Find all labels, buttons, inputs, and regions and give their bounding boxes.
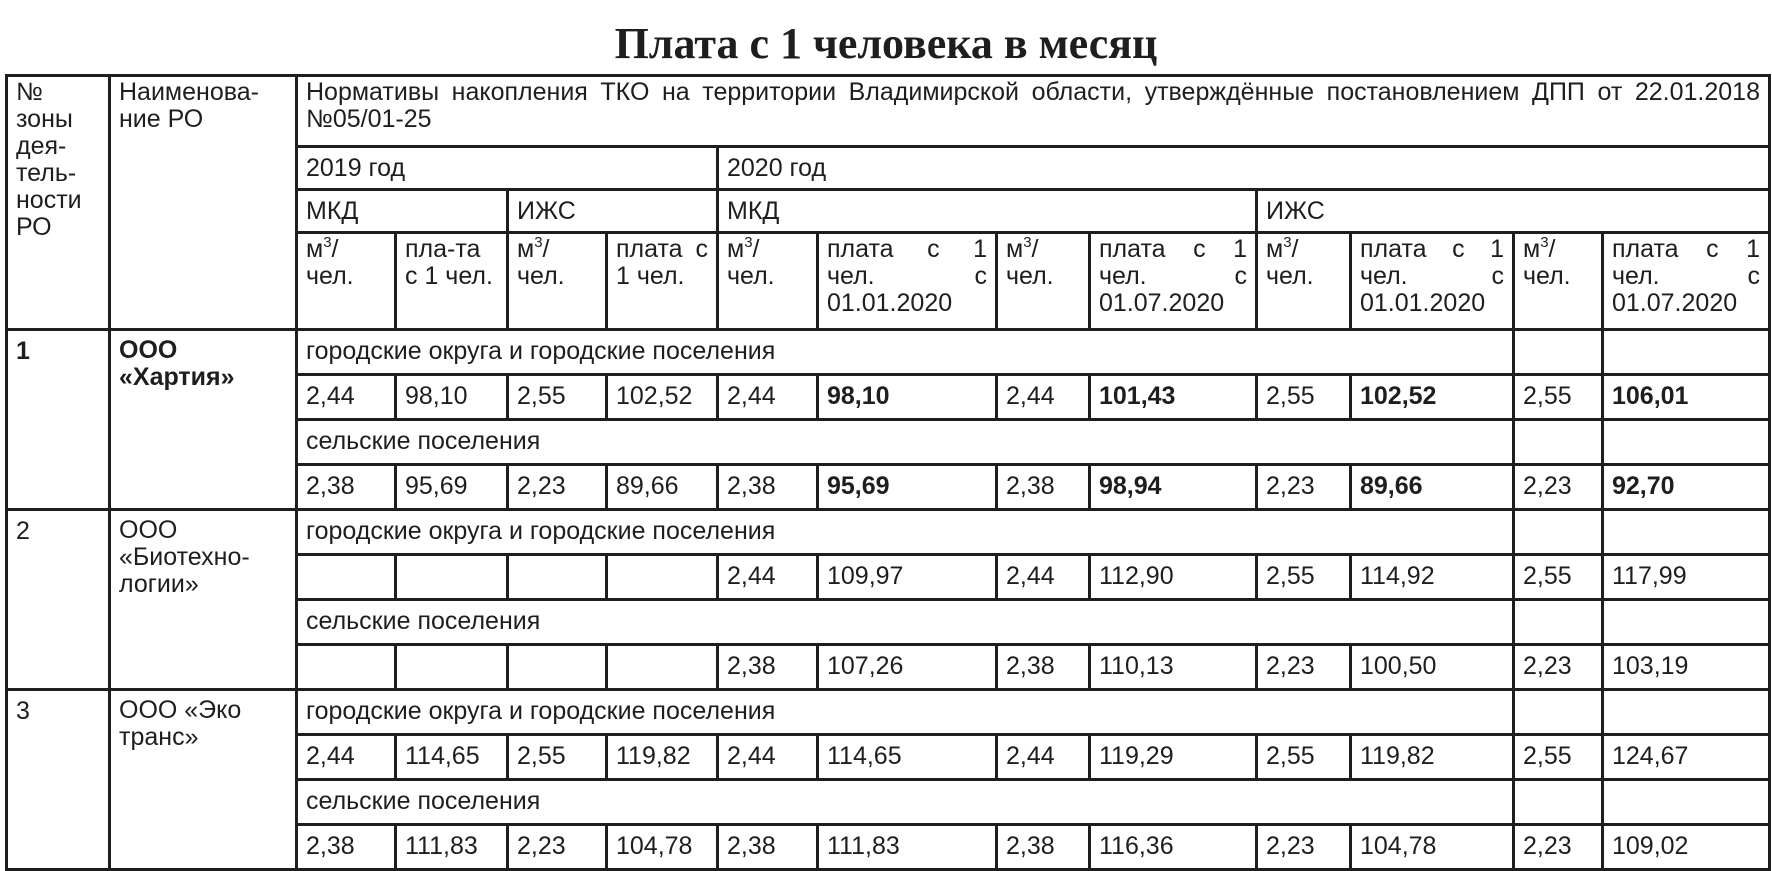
value-cell: 2,44 [718,555,818,600]
m3-header: $м^3/$ чел. [1257,233,1351,330]
settlement-type-label: городские округа и городские поселения [297,510,1514,555]
m3-header: $м^3/$ чел. [997,233,1090,330]
value-cell: 101,43 [1090,375,1257,420]
value-cell: 2,55 [1257,735,1351,780]
value-cell: 2,44 [718,735,818,780]
value-cell: 98,10 [818,375,997,420]
tariff-table [5,74,1771,871]
empty-cell [1514,510,1603,555]
empty-cell [1603,330,1770,375]
settlement-type-label: сельские поселения [297,780,1514,825]
value-cell: 117,99 [1603,555,1770,600]
value-cell: 2,55 [1257,375,1351,420]
settlement-type-label: городские округа и городские поселения [297,690,1514,735]
zone-number: 3 [7,690,110,870]
operator-name: ООО «Биотехно-логии» [110,510,297,690]
pay-header: плата с 1 чел. с 01.01.2020 [818,233,997,330]
m3-header: $м^3/$ чел. [1514,233,1603,330]
year-2020-header: 2020 год [718,147,1770,190]
value-cell: 2,38 [297,825,396,870]
value-cell: 2,23 [508,825,607,870]
value-cell: 119,82 [1351,735,1514,780]
value-cell: 98,10 [396,375,508,420]
zone-number: 1 [7,330,110,510]
value-cell: 2,55 [1514,375,1603,420]
value-cell [607,555,718,600]
page-title: Плата с 1 человека в месяц [614,19,1158,68]
value-cell: 2,38 [997,825,1090,870]
value-cell: 100,50 [1351,645,1514,690]
value-cell: 119,82 [607,735,718,780]
mkd-2020-header: МКД [718,190,1257,233]
empty-cell [1514,690,1603,735]
value-cell: 106,01 [1603,375,1770,420]
value-cell: 95,69 [396,465,508,510]
value-cell: 2,55 [1514,735,1603,780]
value-cell: 114,92 [1351,555,1514,600]
empty-cell [1514,330,1603,375]
zone-header: № зоны дея-тель-ности РО [7,76,110,330]
value-cell: 2,23 [1514,645,1603,690]
empty-cell [1603,780,1770,825]
value-cell: 2,23 [508,465,607,510]
value-cell: 2,44 [997,375,1090,420]
value-cell: 2,44 [297,735,396,780]
empty-cell [1603,600,1770,645]
header-row-1 [7,76,1770,147]
izhs-2019-header: ИЖС [508,190,718,233]
value-cell: 98,94 [1090,465,1257,510]
value-cell: 95,69 [818,465,997,510]
value-cell: 2,38 [297,465,396,510]
value-cell: 2,38 [718,465,818,510]
value-cell: 2,23 [1257,825,1351,870]
value-cell: 111,83 [818,825,997,870]
value-cell: 2,23 [1257,645,1351,690]
empty-cell [1603,420,1770,465]
value-cell [508,555,607,600]
value-cell: 114,65 [818,735,997,780]
operator-row [7,330,1770,375]
empty-cell [1514,780,1603,825]
value-cell: 89,66 [607,465,718,510]
value-cell: 2,23 [1257,465,1351,510]
value-cell: 2,55 [1257,555,1351,600]
value-cell: 2,44 [997,735,1090,780]
value-cell: 2,44 [997,555,1090,600]
empty-cell [1603,690,1770,735]
value-cell: 104,78 [1351,825,1514,870]
m3-header: $м^3/$ чел. [718,233,818,330]
zone-number: 2 [7,510,110,690]
value-cell: 103,19 [1603,645,1770,690]
value-cell: 2,44 [718,375,818,420]
operator-row [7,510,1770,555]
value-cell [396,555,508,600]
empty-cell [1514,420,1603,465]
value-cell: 102,52 [1351,375,1514,420]
m3-header: $м^3/$ чел. [508,233,607,330]
value-cell: 2,23 [1514,825,1603,870]
value-cell [508,645,607,690]
value-cell: 2,38 [997,465,1090,510]
value-cell: 111,83 [396,825,508,870]
mkd-2019-header: МКД [297,190,508,233]
izhs-2020-header: ИЖС [1257,190,1770,233]
value-cell: 119,29 [1090,735,1257,780]
m3-header: $м^3/$ чел. [297,233,396,330]
operator-name: ООО «Эко транс» [110,690,297,870]
value-cell: 2,38 [718,645,818,690]
ro-name-header: Наименова-ние РО [110,76,297,330]
value-cell: 114,65 [396,735,508,780]
empty-cell [1514,600,1603,645]
value-cell [297,555,396,600]
value-cell: 112,90 [1090,555,1257,600]
pay-header: плата с 1 чел. с 01.07.2020 [1090,233,1257,330]
value-cell [607,645,718,690]
value-cell: 110,13 [1090,645,1257,690]
value-cell: 107,26 [818,645,997,690]
pay-header: плата с 1 чел. с 01.01.2020 [1351,233,1514,330]
value-cell: 2,55 [508,735,607,780]
value-cell: 2,38 [997,645,1090,690]
value-cell: 109,97 [818,555,997,600]
pay-header: пла-та с 1 чел. [396,233,508,330]
value-cell: 92,70 [1603,465,1770,510]
value-cell: 2,55 [1514,555,1603,600]
value-cell: 116,36 [1090,825,1257,870]
value-cell [396,645,508,690]
value-cell [297,645,396,690]
value-cell: 102,52 [607,375,718,420]
year-2019-header: 2019 год [297,147,718,190]
value-cell: 2,23 [1514,465,1603,510]
settlement-type-label: городские округа и городские поселения [297,330,1514,375]
norms-header: Нормативы накопления ТКО на территории Владимирской области, утверждённые постановлением ДПП от 22.01.2018 №05/01-25 [297,76,1770,147]
settlement-type-label: сельские поселения [297,420,1514,465]
value-cell: 2,55 [508,375,607,420]
value-cell: 109,02 [1603,825,1770,870]
value-cell: 2,44 [297,375,396,420]
empty-cell [1603,510,1770,555]
operator-name: ООО «Хартия» [110,330,297,510]
value-cell: 104,78 [607,825,718,870]
settlement-type-label: сельские поселения [297,600,1514,645]
value-cell: 124,67 [1603,735,1770,780]
pay-header: плата с 1 чел. с 01.07.2020 [1603,233,1770,330]
value-cell: 89,66 [1351,465,1514,510]
pay-header: плата с 1 чел. [607,233,718,330]
value-cell: 2,38 [718,825,818,870]
operator-row [7,690,1770,735]
